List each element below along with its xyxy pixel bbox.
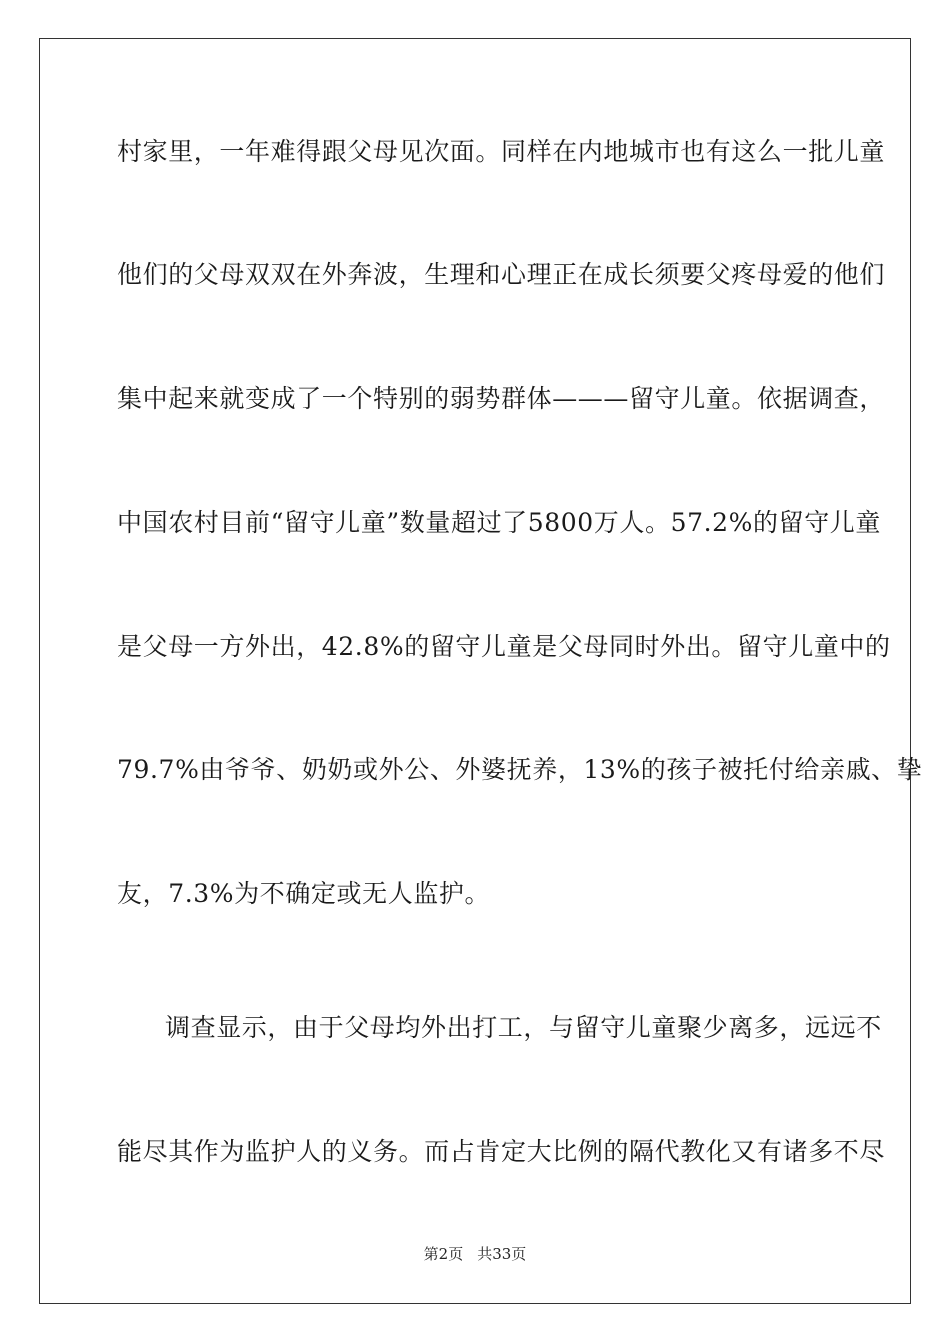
page-border [39, 38, 923, 1304]
text-line-3: 集中起来就变成了一个特别的弱势群体———留守儿童。依据调查， [117, 384, 886, 413]
page-footer [0, 1245, 950, 1263]
page-total: 共33页 [477, 1245, 527, 1263]
text-line-5: 是父母一方外出，42.8%的留守儿童是父母同时外出。留守儿童中的 [117, 632, 891, 661]
text-line-7: 友，7.3%为不确定或无人监护。 [117, 879, 491, 908]
text-line-4: 中国农村目前“留守儿童”数量超过了5800万人。57.2%的留守儿童 [117, 508, 882, 537]
text-line-9: 能尽其作为监护人的义务。而占肯定大比例的隔代教化又有诸多不尽 [117, 1137, 886, 1166]
page-number: 第2页 [423, 1245, 464, 1263]
text-line-1: 村家里，一年难得跟父母见次面。同样在内地城市也有这么一批儿童 [117, 137, 886, 166]
text-line-2: 他们的父母双双在外奔波，生理和心理正在成长须要父疼母爱的他们 [117, 260, 886, 289]
text-line-6: 79.7%由爷爷、奶奶或外公、外婆抚养，13%的孩子被托付给亲戚、挚 [117, 755, 923, 784]
text-line-8: 调查显示，由于父母均外出打工，与留守儿童聚少离多，远远不 [165, 1013, 882, 1042]
